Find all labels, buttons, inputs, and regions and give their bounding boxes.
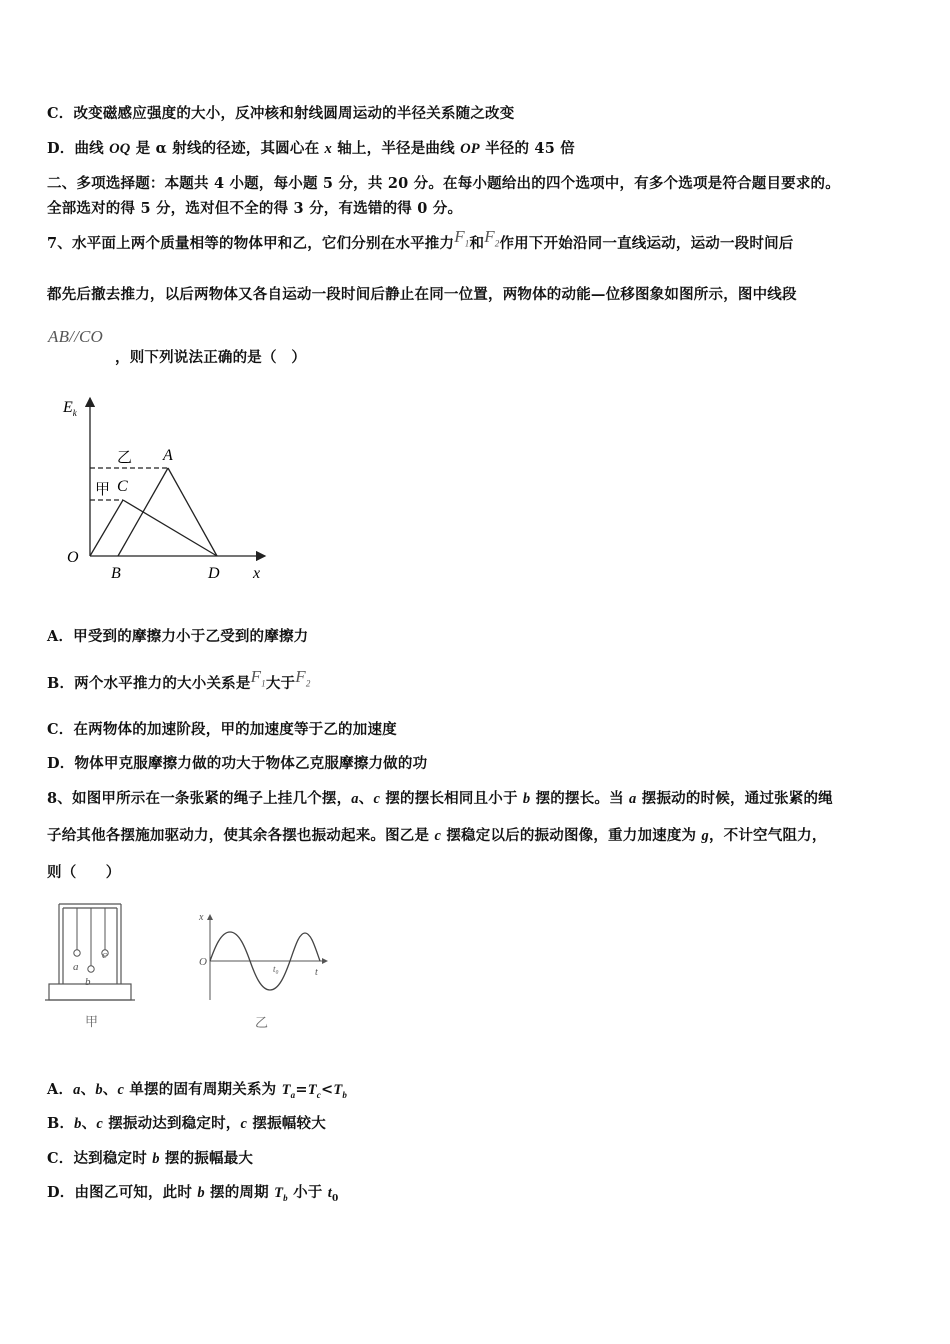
text: 子给其他各摆施加驱动力，使其余各摆也振动起来。图乙是 bbox=[47, 827, 435, 844]
text: 摆稳定以后的振动图像，重力加速度为 bbox=[441, 827, 702, 844]
pendulum-c-label: c bbox=[102, 949, 107, 961]
q7-condition bbox=[48, 327, 104, 351]
o-label: O bbox=[67, 549, 79, 566]
f1-symbol: $F_1$ bbox=[454, 227, 470, 249]
q8-stem-line2: 子给其他各摆施加驱动力，使其余各摆也振动起来。图乙是 c 摆稳定以后的振动图像，重力加速度为 g，不计空气阻力， bbox=[47, 827, 827, 844]
q7-stem-line3: ，则下列说法正确的是（ ） bbox=[115, 349, 307, 366]
a-label: A bbox=[163, 447, 173, 464]
fig-yi-caption: 乙 bbox=[255, 1015, 269, 1030]
fig2-o-label: O bbox=[199, 956, 207, 968]
yi-label: 乙 bbox=[117, 450, 133, 466]
fig2-x-label: x bbox=[199, 912, 204, 923]
text: D．曲线 bbox=[47, 140, 110, 157]
q8-option-d: D．由图乙可知，此时 b 摆的周期 $T_b$ 小于 $t_0$ bbox=[47, 1184, 339, 1204]
text: 大于 bbox=[265, 675, 296, 692]
text: 是 α 射线的径迹，其圆心在 bbox=[130, 140, 325, 157]
x-label: x bbox=[253, 565, 261, 582]
q8-option-a: A．a、b、c 单摆的固有周期关系为 $T_a=T_c<T_b$ bbox=[47, 1081, 348, 1100]
q8-option-b: B．b、c 摆振动达到稳定时，c 摆振幅较大 bbox=[47, 1115, 326, 1132]
q7-option-c: C．在两物体的加速阶段，甲的加速度等于乙的加速度 bbox=[47, 721, 397, 738]
pendulum-b-label: b bbox=[85, 976, 91, 988]
section2-line2: 全部选对的得 5 分，选对但不全的得 3 分，有选错的得 0 分。 bbox=[47, 200, 463, 217]
d-label: D bbox=[208, 565, 220, 582]
f2-symbol: $F_2$ bbox=[295, 667, 311, 689]
fig-jia-caption: 甲 bbox=[85, 1014, 99, 1029]
text: 作用下开始沿同一直线运动，运动一段时间后 bbox=[499, 235, 794, 252]
q7-option-b bbox=[47, 667, 311, 694]
q8-stem-line3: 则（ ） bbox=[47, 864, 121, 881]
fig2-t-label: t bbox=[315, 967, 318, 978]
op-label: OP bbox=[460, 141, 480, 157]
text: B．两个水平推力的大小关系是 bbox=[47, 675, 251, 692]
q8-vibration-graph bbox=[195, 905, 340, 1035]
q6-option-c: C．改变磁感应强度的大小，反冲核和射线圆周运动的半径关系随之改变 bbox=[47, 105, 515, 122]
segment-ad bbox=[168, 468, 217, 556]
q7-stem-line2: 都先后撤去推力，以后两物体又各自运动一段时间后静止在同一位置，两物体的动能—位移图象如图所示，图中线段 bbox=[47, 286, 797, 303]
segment-cd bbox=[123, 500, 217, 556]
b-label: B bbox=[111, 565, 121, 582]
c-label: C bbox=[117, 478, 128, 495]
ab-parallel-co: AB//CO bbox=[48, 327, 104, 346]
q8-option-c: C．达到稳定时 b 摆的振幅最大 bbox=[47, 1150, 254, 1167]
text: 8、如图甲所示在一条张紧的绳子上挂几个摆， bbox=[47, 790, 352, 807]
text: 7、水平面上两个质量相等的物体甲和乙，它们分别在水平推力 bbox=[47, 235, 455, 252]
x-label: x bbox=[324, 141, 332, 157]
text: 轴上，半径是曲线 bbox=[331, 140, 461, 157]
text: 摆的摆长。当 bbox=[530, 790, 630, 807]
ek-label: $E_k$ bbox=[63, 399, 77, 418]
text: 摆的摆长相同且小于 bbox=[380, 790, 523, 807]
f2-symbol: $F_2$ bbox=[484, 227, 500, 249]
text: ，不计空气阻力， bbox=[708, 827, 827, 844]
oq-label: OQ bbox=[109, 141, 131, 157]
jia-label: 甲 bbox=[95, 482, 111, 498]
pendulum-a-label: a bbox=[73, 961, 79, 973]
segment-oc bbox=[90, 500, 123, 556]
f1-symbol: $F_1$ bbox=[250, 667, 266, 689]
fig2-t0-label: t₀ bbox=[273, 964, 279, 974]
section2-line1: 二、多项选择题：本题共 4 小题，每小题 5 分，共 20 分。在每小题给出的四个选项中，有多个选项是符合题目要求的。 bbox=[47, 175, 840, 192]
q7-option-d: D．物体甲克服摩擦力做的功大于物体乙克服摩擦力做的功 bbox=[47, 755, 428, 772]
q8-pendulum-figure bbox=[45, 898, 145, 1038]
text: 和 bbox=[469, 235, 485, 252]
text: 摆振动的时候，通过张紧的绳 bbox=[636, 790, 833, 807]
q8-stem-line1: 8、如图甲所示在一条张紧的绳子上挂几个摆，a、c 摆的摆长相同且小于 b 摆的摆长。当 a 摆振动的时候，通过张紧的绳 bbox=[47, 790, 833, 807]
q7-stem-line1 bbox=[47, 227, 794, 254]
q7-ek-x-graph bbox=[55, 390, 285, 590]
text: 半径的 45 倍 bbox=[479, 140, 575, 157]
q7-option-a: A．甲受到的摩擦力小于乙受到的摩擦力 bbox=[47, 628, 309, 645]
q6-option-d bbox=[47, 137, 575, 158]
